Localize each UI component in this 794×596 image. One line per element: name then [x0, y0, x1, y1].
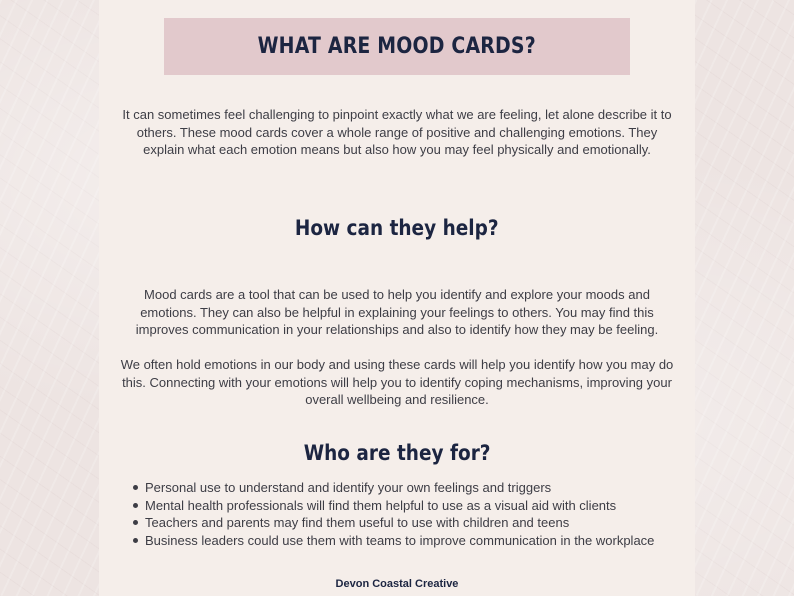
bullet-icon	[133, 520, 138, 525]
list-item-text: Business leaders could use them with teams to improve communication in the workplace	[145, 533, 655, 549]
title-banner	[164, 18, 630, 75]
list-item	[131, 497, 654, 515]
help-paragraph-2: We often hold emotions in our body and using these cards will help you identify how you may do this. Connecting with your emotions will help you to identify coping mechanisms, improving your overall wellbeing and resilience.	[120, 357, 674, 408]
who-heading: Who are they for?	[303, 441, 491, 465]
list-item	[131, 532, 654, 550]
list-item-text: Teachers and parents may find them useful to use with children and teens	[145, 515, 570, 531]
audience-list	[131, 479, 654, 550]
help-paragraph-1: Mood cards are a tool that can be used to help you identify and explore your moods and emotions. They can also be helpful in explaining your feelings to others. You may find this improves communication in your relationships and also to identify how they may be feeling.	[135, 287, 659, 338]
footer-brand: Devon Coastal Creative	[335, 578, 459, 590]
list-item	[131, 479, 654, 497]
bullet-icon	[133, 503, 138, 508]
document-page	[99, 0, 695, 596]
bullet-icon	[133, 485, 138, 490]
list-item-text: Mental health professionals will find them helpful to use as a visual aid with clients	[145, 497, 617, 513]
page-title: WHAT ARE MOOD CARDS?	[257, 34, 537, 59]
list-item-text: Personal use to understand and identify your own feelings and triggers	[145, 480, 552, 495]
list-item	[131, 514, 654, 532]
help-heading: How can they help?	[295, 216, 499, 240]
bullet-icon	[133, 538, 138, 543]
intro-paragraph: It can sometimes feel challenging to pinpoint exactly what we are feeling, let alone describe it to others. These mood cards cover a whole range of positive and challenging emotions. They explain what each emotion means but also how you may feel physically and emotionally.	[122, 107, 672, 158]
